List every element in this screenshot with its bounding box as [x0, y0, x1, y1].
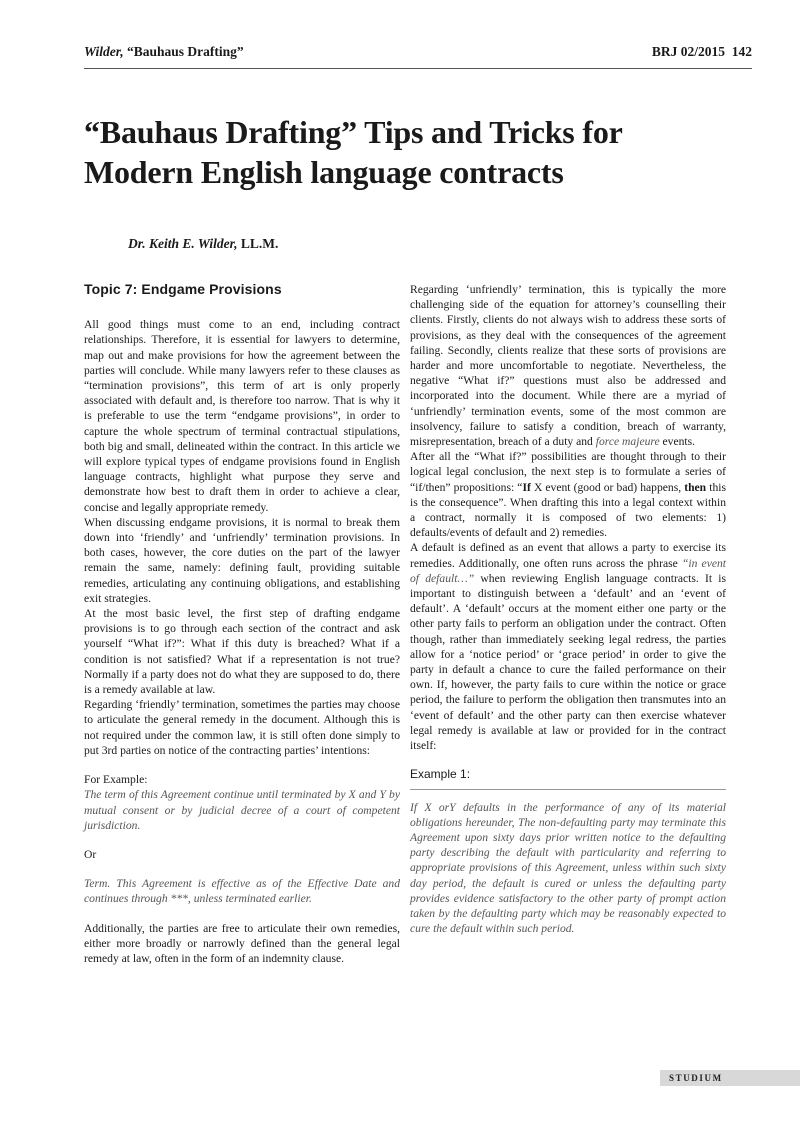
- example-rule: [410, 789, 726, 790]
- paragraph-friendly-unfriendly: When discussing endgame provisions, it is normal to break them down into ‘friendly’ and ‘unfriendly’ termination provisions. In both cases, however, the core duties on the part of the lawyer remain the same, namely: defining fault, providing suitable remedies, articulating any continuing obligations, and establishing exit strategies.: [84, 515, 400, 605]
- running-head-author: Wilder,: [84, 44, 124, 59]
- paragraph-what-if: At the most basic level, the first step of drafting endgame provisions is to go through each section of the contract and ask yourself “What if?”: What if this duty is breached? What if a condition is not satisfied? What if a representation is not true? Normally if a party does not do what they are supposed to do, there is a remedy available at law.: [84, 607, 400, 697]
- for-example-label: For Example:: [84, 773, 148, 787]
- author-name: Dr. Keith E. Wilder,: [128, 236, 238, 251]
- header-rule: [84, 68, 752, 69]
- paragraph-default: [410, 540, 726, 753]
- if-keyword: If: [522, 480, 531, 494]
- if-then-text-mid: X event (good or bad) happens,: [533, 480, 682, 494]
- title-line-2: Modern English language contracts: [84, 154, 564, 190]
- then-keyword: then: [684, 480, 707, 494]
- if-then-text: After all the “What if?” possibilities are thought through to their logical legal conclusion, the next step is to formulate a series of “if/then” propositions: “: [410, 450, 726, 494]
- force-majeure-term: force majeure: [595, 435, 660, 449]
- default-text-end: when reviewing English language contracts. It is important to distinguish between a ‘default’ and an ‘event of default’. A ‘default’ occurs at the moment either one party or the other party fails to perform an obligation under the contract. Often though, rather than immediately seeking legal redress, the parties allow for a ‘notice period’ or ‘grace period’ in order to give the party in default a chance to cure the failed performance on their own. If, however, the party fails to cure within the notice or grace period, the failure to perform the obligation then transmutes into an ‘event of default’ and the other party can then exercise whatever legal remedy is available at law or provided for in the contract itself:: [410, 571, 726, 753]
- running-head-article: “Bauhaus Drafting”: [127, 44, 244, 59]
- event-of-default-phrase: “in event of default…”: [410, 556, 727, 585]
- paragraph-intro: All good things must come to an end, including contract relationships. Therefore, it is essential for lawyers to determine, map out and make provisions for how the agreement between the parties will conclude. While many lawyers refer to these clauses as “termination provisions”, this term of art is only properly associated with default and, is therefore too narrow. That is why it is preferable to use the term “endgame provisions”, in order to capture the whole spectrum of terminal contractual stipulations, both big and small, delineated within the contract. In this article we will explore typical types of endgame provisions found in English language contracts, highlight what purpose they serve and demonstrate how best to draft them in order to achieve a clear, concise and legally appropriate remedy.: [84, 318, 400, 514]
- footer-label: STUDIUM: [669, 1073, 723, 1083]
- author-degree: LL.M.: [240, 236, 279, 251]
- example-1-clause: If X orY defaults in the performance of any of its material obligations hereunder, The non-defaulting party may terminate this Agreement upon sixty days prior written notice to the defaulting party describing the default with particularity and referring to appropriate provisions of this Agreement, unless within such sixty day period, the default is cured or unless the defaulting party provides evidence satisfactory to the other party of prompt action taken by the defaulting party which may be reasonably expected to cure the default within such period.: [410, 800, 726, 936]
- paragraph-friendly-termination: Regarding ‘friendly’ termination, sometimes the parties may choose to articulate the general remedy in the document. Although this is not required under the common law, it is still often done simply to put 3rd parties on notice of the contracting parties’ intentions:: [84, 698, 400, 757]
- running-head: [84, 44, 752, 64]
- running-head-left: [84, 44, 244, 60]
- or-label: Or: [84, 847, 97, 861]
- paragraph-if-then: [410, 449, 726, 540]
- unfriendly-text: Regarding ‘unfriendly’ termination, this is typically the more challenging side of the equation for attorney’s counselling their clients. Firstly, clients do not always wish to address these sorts of provisions, as they deal with the consequences of the agreement failing. Secondly, clients realize that these sorts of provisions are harder and more uncomfortable to negotiate. Nevertheless, the negative “What if?” questions must also be addressed and incorporated into the document. While there are a myriad of ‘unfriendly’ termination events, some of the most common are insolvency, failure to satisfy a condition, breach of warranty, misrepresentation, breach of a duty and: [410, 283, 726, 449]
- page-number: 142: [731, 44, 752, 59]
- running-head-right: [652, 44, 752, 60]
- left-column: [84, 280, 400, 966]
- if-then-text-end: this is the consequence”. When drafting this into a legal context within a contract, normally it is composed of two elements: 1) defaults/events of default and 2) remedies.: [410, 480, 726, 540]
- paragraph-unfriendly: [410, 282, 726, 449]
- author-line: [128, 236, 278, 252]
- title-line-1: “Bauhaus Drafting” Tips and Tricks for: [84, 114, 623, 150]
- example-1-label: Example 1:: [410, 767, 471, 782]
- example-clause-mutual: The term of this Agreement continue until terminated by X and Y by mutual consent or by judicial decree of a court of competent jurisdiction.: [84, 788, 400, 832]
- paragraph-indemnity: Additionally, the parties are free to articulate their own remedies, either more broadly or narrowly defined than the general legal remedy at law, often in the form of an indemnity clause.: [84, 921, 400, 965]
- right-column: [410, 282, 726, 936]
- article-title: [84, 112, 724, 192]
- journal-issue: BRJ 02/2015: [651, 44, 725, 59]
- section-heading: Topic 7: Endgame Provisions: [84, 281, 282, 297]
- unfriendly-text-end: events.: [662, 435, 696, 449]
- example-clause-term: Term. This Agreement is effective as of the Effective Date and continues through ***, unless terminated earlier.: [84, 877, 400, 906]
- default-text: A default is defined as an event that allows a party to exercise its remedies. Additionally, one often runs across the phrase: [410, 541, 726, 570]
